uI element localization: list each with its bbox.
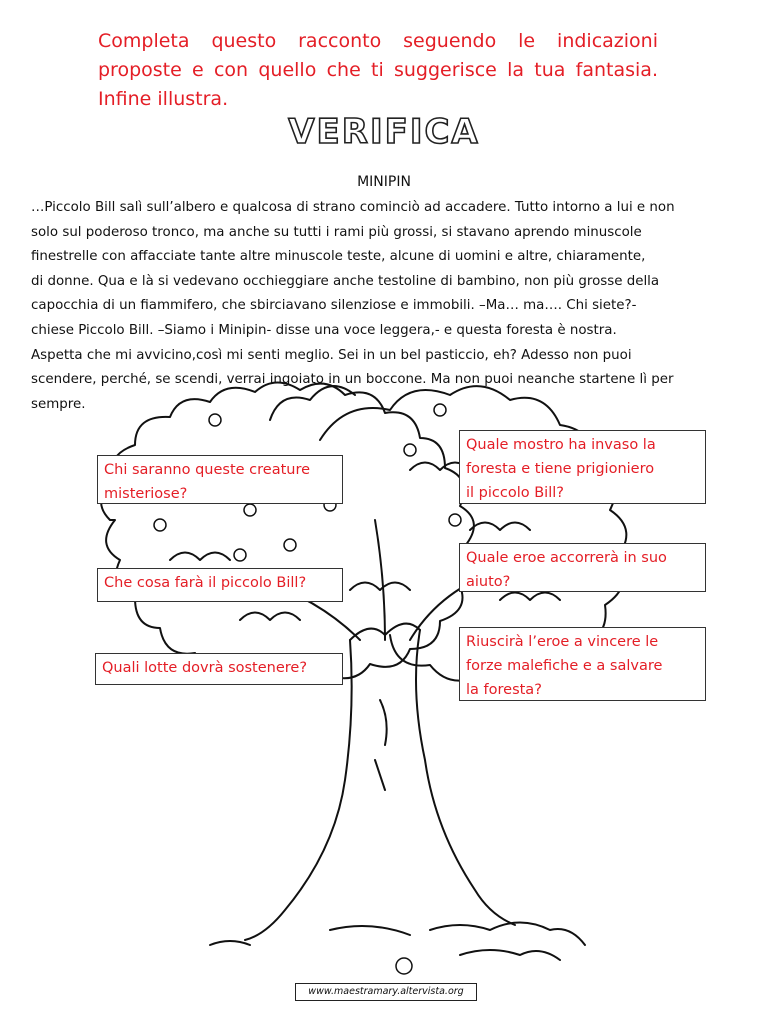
question-line: Chi saranno queste creature [104,462,311,478]
story-line: Aspetta che mi avvicino,così mi senti meglio. Sei in un bel pasticcio, eh? Adesso non puoi [31,347,632,363]
story-line: scendere, perché, se scendi, verrai ingoiato in un boccone. Ma non puoi neanche startene lì per [31,372,674,388]
footer-url: www.maestramary.altervista.org [295,983,477,1001]
page-title: VERIFICA [288,112,480,152]
question-line: aiuto? [466,574,511,590]
question-line: Quali lotte dovrà sostenere? [102,660,308,676]
story-line: solo sul poderoso tronco, ma anche su tutti i rami più grossi, si stavano aprendo minuscole [31,224,642,240]
story-title: MINIPIN [357,174,411,190]
question-box [459,627,706,701]
question-line: Quale mostro ha invaso la [466,437,656,453]
instructions-line: Completa questo racconto seguendo le indicazioni [98,30,658,52]
question-box [459,543,706,592]
question-line: il piccolo Bill? [466,485,564,501]
question-box [97,455,343,504]
story-line: chiese Piccolo Bill. –Siamo i Minipin- disse una voce leggera,- e questa foresta è nostra. [31,322,617,338]
question-line: la foresta? [466,682,542,698]
story-line: di donne. Qua e là si vedevano occhieggiare anche testoline di bambino, non più grosse della [31,273,660,289]
instructions-line: proposte e con quello che ti suggerisce la tua fantasia. [98,59,658,81]
tree-trunk [245,640,352,940]
question-box [95,653,343,685]
question-line: Quale eroe accorrerà in suo [466,550,667,566]
story-line: …Piccolo Bill salì sull’albero e qualcosa di strano cominciò ad accadere. Tutto intorno a lui e non [31,200,675,215]
story-line: finestrelle con affacciate tante altre minuscole teste, alcune di uomini e altre, chiaramente, [31,249,646,265]
question-line: forze malefiche e a salvare [466,658,663,674]
instructions-line: Infine illustra. [98,88,229,110]
story-line: sempre. [31,396,86,412]
question-line: misteriose? [104,486,188,502]
question-box [97,568,343,602]
story-line: capocchia di un fiammifero, che sbirciavano silenziose e immobili. –Ma… ma…. Chi siete?- [31,298,637,314]
question-line: foresta e tiene prigioniero [466,461,655,477]
question-box [459,430,706,504]
question-line: Che cosa farà il piccolo Bill? [104,575,307,591]
question-line: Riuscirà l’eroe a vincere le [466,634,659,650]
